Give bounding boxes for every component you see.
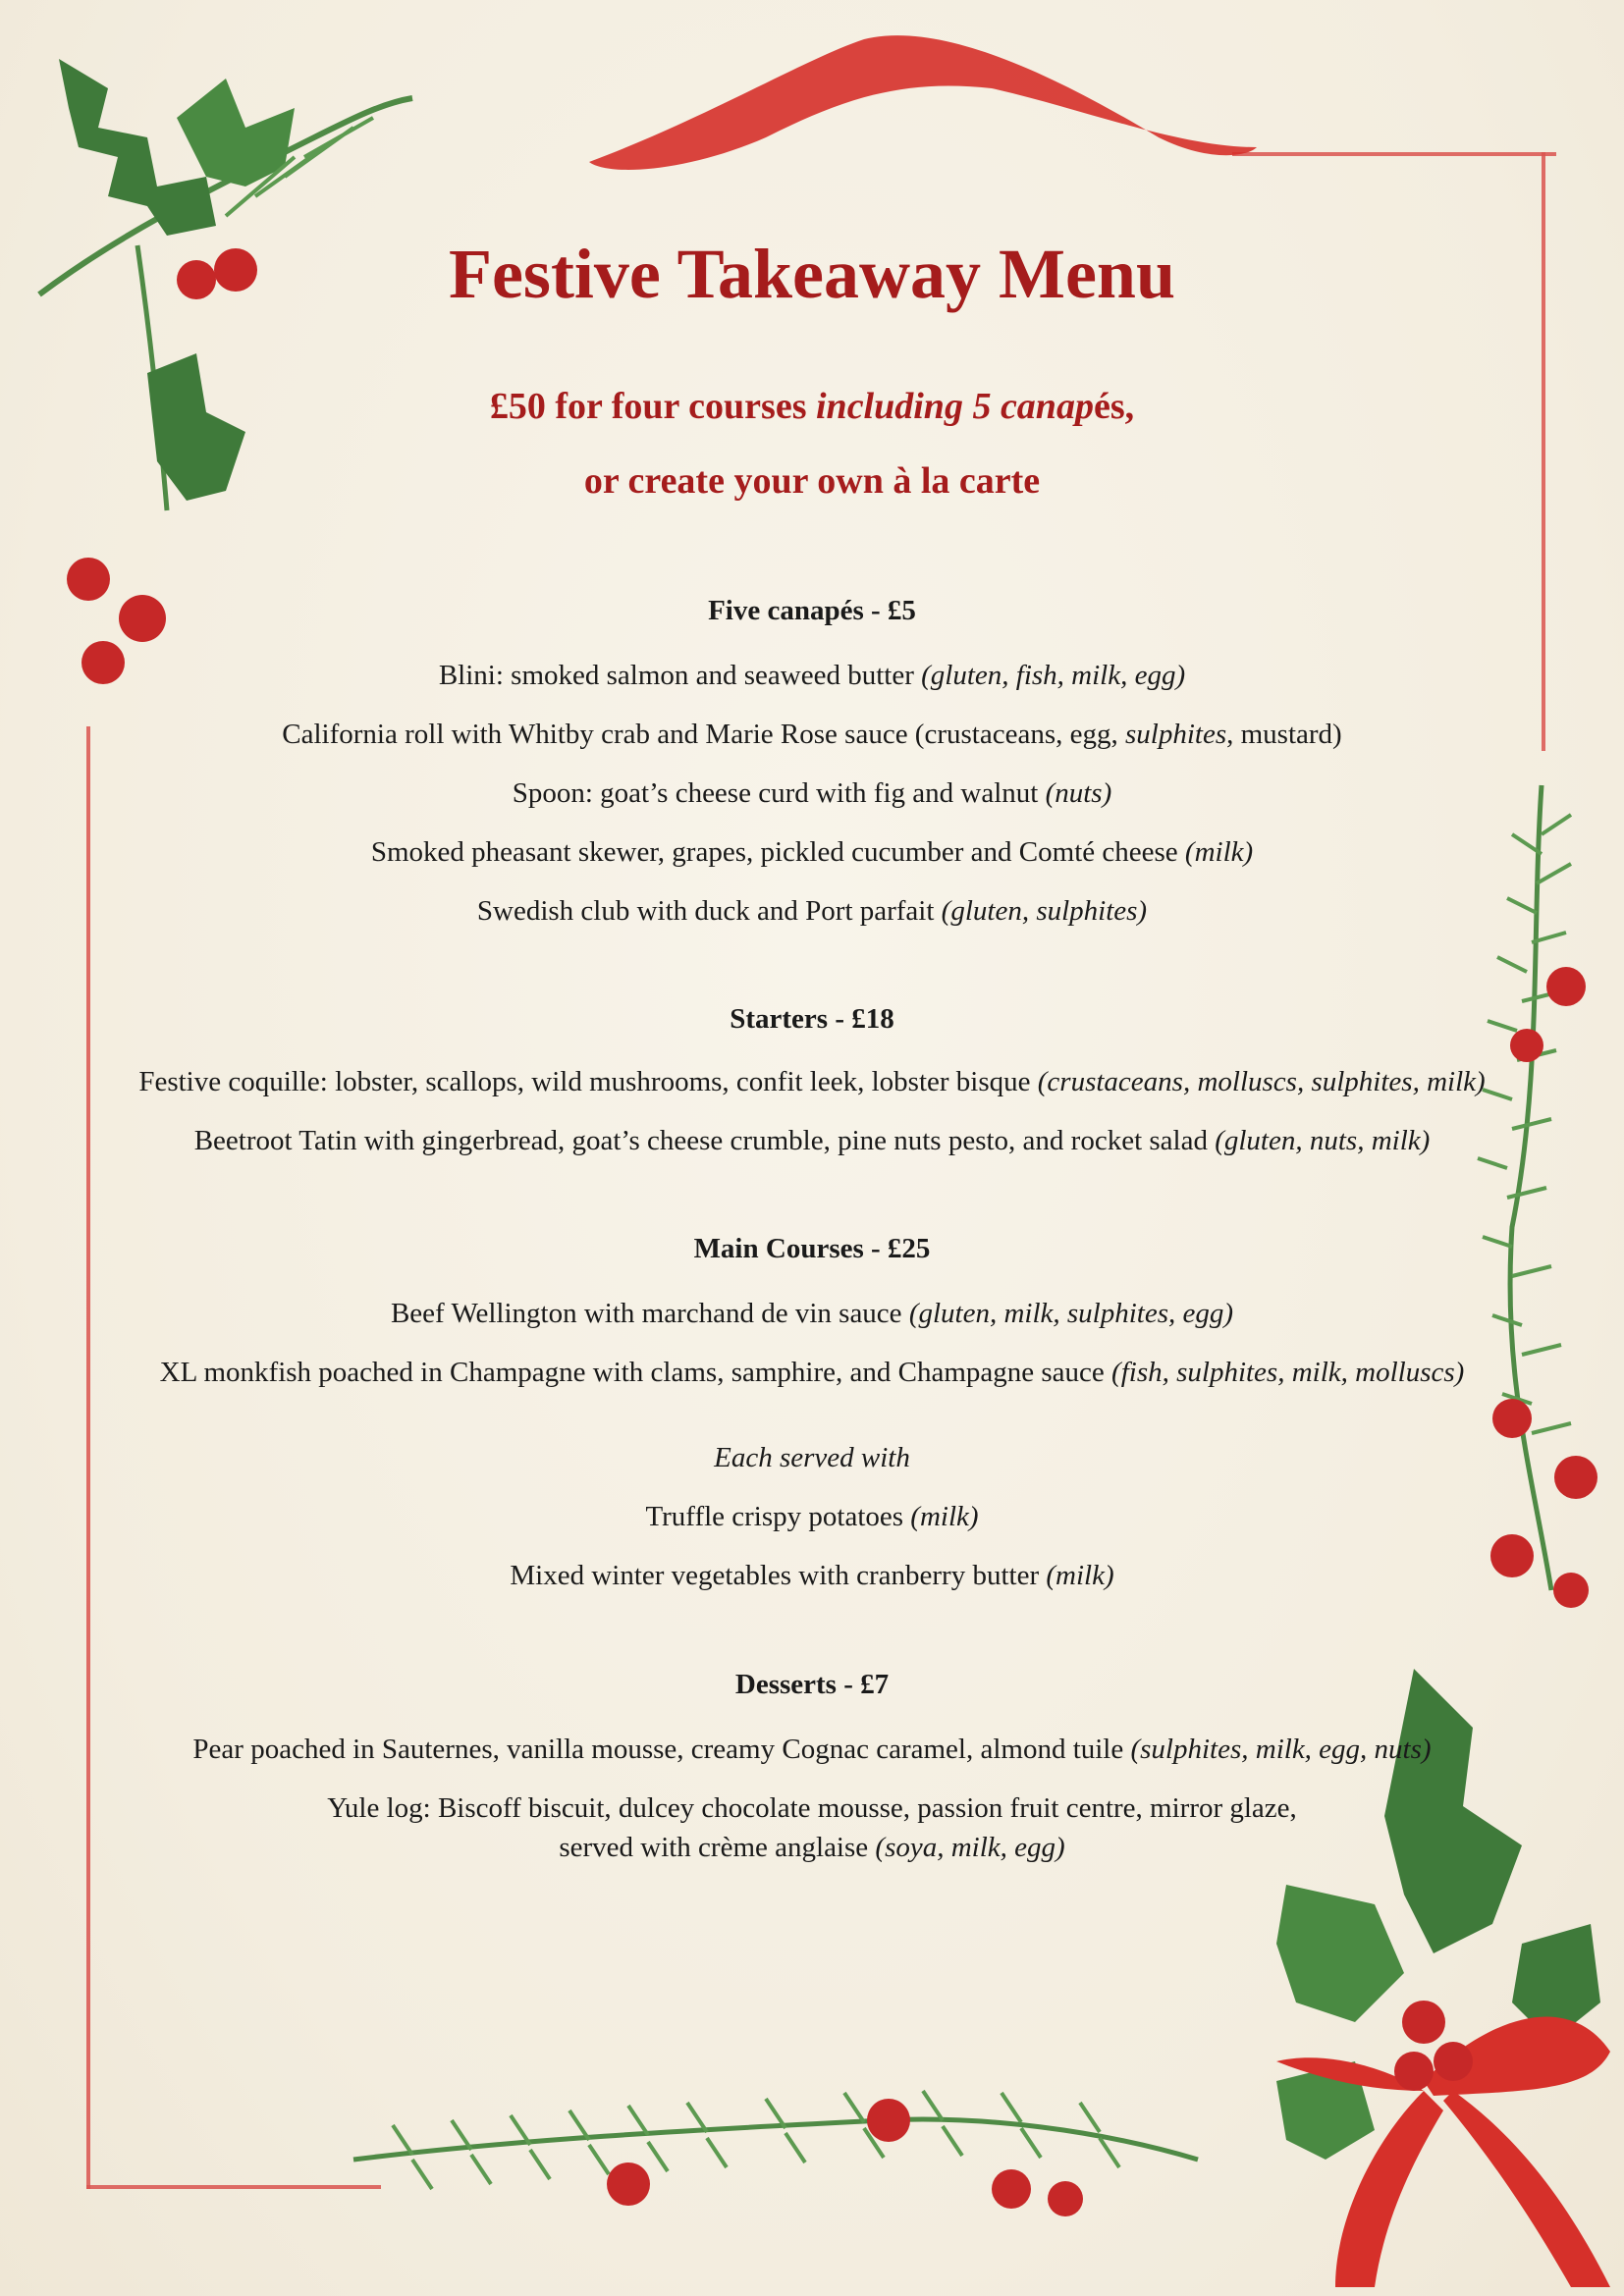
item-text: Beef Wellington with marchand de vin sauce — [390, 1298, 909, 1329]
menu-title: Festive Takeaway Menu — [448, 235, 1175, 313]
item-text: California roll with Whitby crab and Marie Rose sauce (crustaceans, egg, — [282, 719, 1125, 750]
menu-item — [0, 715, 1624, 754]
item-allergens: (gluten, fish, milk, egg) — [921, 660, 1186, 691]
menu-item — [0, 1789, 1624, 1828]
item-allergens: (gluten, nuts, milk) — [1215, 1125, 1431, 1156]
item-allergens: (milk) — [1046, 1560, 1114, 1591]
item-text-after: , mustard) — [1226, 719, 1342, 750]
section-heading-desserts: Desserts - £7 — [734, 1669, 890, 1700]
item-allergens: (milk) — [910, 1501, 979, 1532]
menu-item — [0, 891, 1624, 931]
item-allergens: (gluten, milk, sulphites, egg) — [908, 1298, 1234, 1329]
item-text: Swedish club with duck and Port parfait — [476, 895, 942, 927]
item-text: Smoked pheasant skewer, grapes, pickled cucumber and Comté cheese — [370, 836, 1185, 868]
menu-item — [0, 1294, 1624, 1333]
holly-top-left — [39, 59, 412, 684]
item-allergens: (gluten, sulphites) — [941, 895, 1148, 927]
offer-line-1 — [0, 385, 1624, 428]
menu-item — [0, 1730, 1624, 1769]
offer-line-2: or create your own à la carte — [583, 460, 1041, 502]
item-text: Pear poached in Sauternes, vanilla mousse, creamy Cognac caramel, almond tuile — [192, 1734, 1131, 1765]
item-allergens: (crustaceans, molluscs, sulphites, milk) — [1037, 1066, 1486, 1097]
section-heading-mains: Main Courses - £25 — [693, 1233, 931, 1264]
section-heading-starters: Starters - £18 — [730, 1003, 894, 1035]
menu-item-continued — [0, 1828, 1624, 1867]
item-allergens: (sulphites, milk, egg, nuts) — [1130, 1734, 1432, 1765]
ribbon-top — [589, 35, 1257, 170]
holly-bottom-branch — [353, 2091, 1198, 2216]
menu-item — [0, 1062, 1624, 1101]
menu-item — [0, 1353, 1624, 1392]
menu-item — [0, 656, 1624, 695]
item-text: Festive coquille: lobster, scallops, wild mushrooms, confit leek, lobster bisque — [138, 1066, 1038, 1097]
offer-emphasis: including 5 canap — [816, 386, 1094, 427]
item-text: Yule log: Biscoff biscuit, dulcey chocolate mousse, passion fruit centre, mirror glaze, — [327, 1792, 1297, 1824]
item-allergens: (fish, sulphites, milk, molluscs) — [1111, 1357, 1465, 1388]
offer-price: £50 for four courses — [489, 386, 816, 427]
served-with-label: Each served with — [714, 1442, 910, 1473]
menu-item — [0, 832, 1624, 872]
item-text: XL monkfish poached in Champagne with clams, samphire, and Champagne sauce — [159, 1357, 1112, 1388]
item-allergens: (soya, milk, egg) — [875, 1832, 1065, 1863]
item-text: Blini: smoked salmon and seaweed butter — [438, 660, 922, 691]
item-allergens: (nuts) — [1045, 777, 1112, 809]
item-text: Truffle crispy potatoes — [645, 1501, 911, 1532]
menu-item — [0, 774, 1624, 813]
item-text: Beetroot Tatin with gingerbread, goat’s cheese crumble, pine nuts pesto, and rocket salad — [193, 1125, 1216, 1156]
offer-tail: és, — [1093, 386, 1135, 427]
item-allergens: (milk) — [1184, 836, 1254, 868]
item-allergens: sulphites — [1124, 719, 1227, 750]
section-heading-canapes: Five canapés - £5 — [708, 595, 916, 626]
side-item — [0, 1497, 1624, 1536]
item-text: Spoon: goat’s cheese curd with fig and walnut — [512, 777, 1046, 809]
item-text: served with crème anglaise — [559, 1832, 876, 1863]
item-text: Mixed winter vegetables with cranberry butter — [510, 1560, 1047, 1591]
menu-item — [0, 1121, 1624, 1160]
side-item — [0, 1556, 1624, 1595]
